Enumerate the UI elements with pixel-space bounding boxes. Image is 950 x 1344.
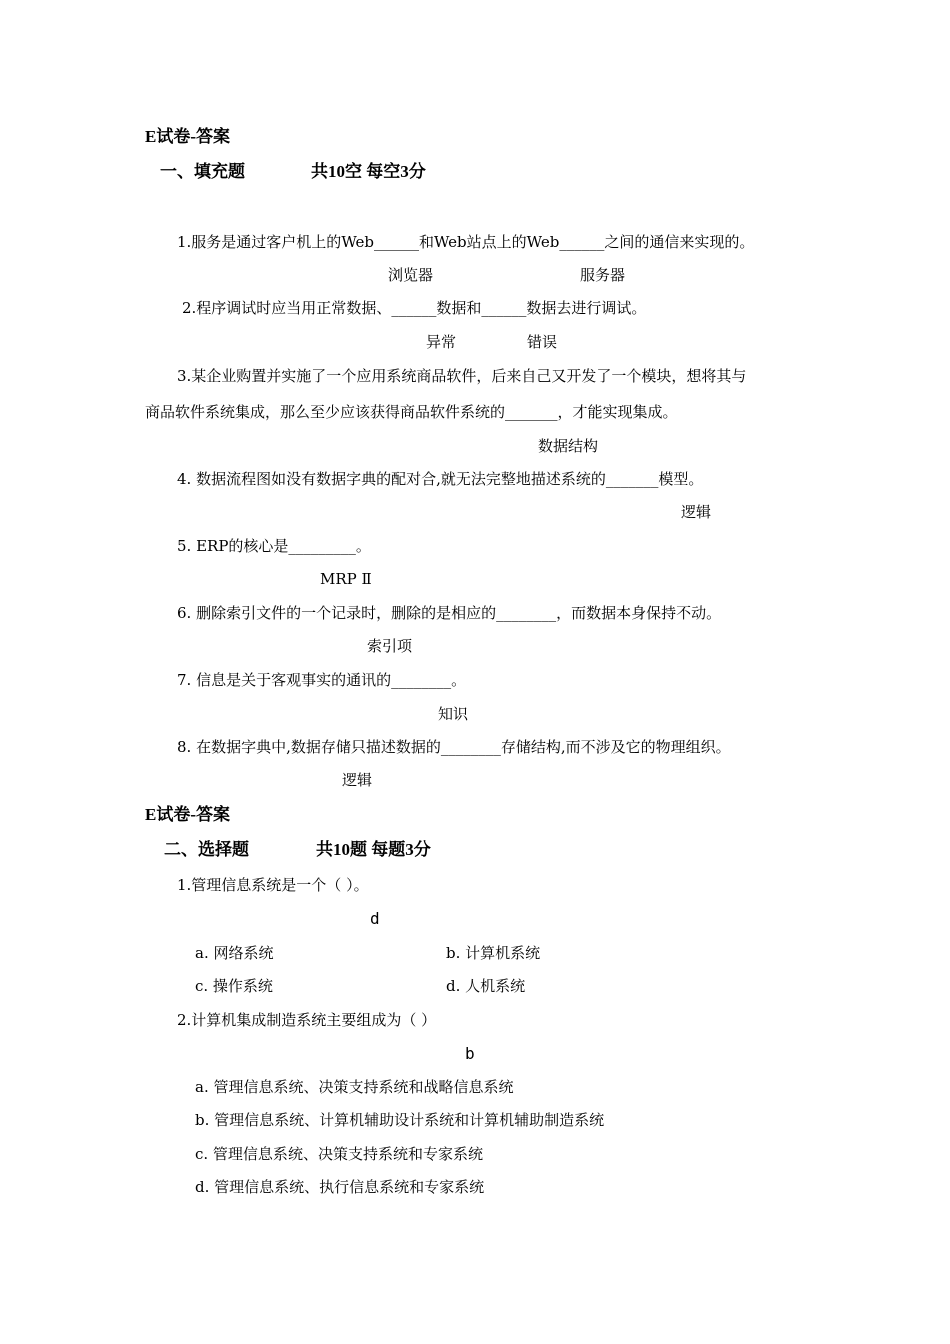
choice-question-2-option-c: c. 管理信息系统、决策支持系统和专家系统 <box>195 1145 483 1163</box>
question-3-text-line1: 3.某企业购置并实施了一个应用系统商品软件，后来自己又开发了一个模块，想将其与 <box>177 367 747 385</box>
question-3-answer: 数据结构 <box>538 437 599 455</box>
choice-question-1-answer: d <box>370 909 380 928</box>
question-8-answer: 逻辑 <box>342 771 373 789</box>
question-6-answer: 索引项 <box>367 637 413 655</box>
question-5-text: 5. ERP的核心是_________。 <box>177 537 371 555</box>
question-1-answer-1: 浏览器 <box>388 266 434 284</box>
choice-question-2-option-d: d. 管理信息系统、执行信息系统和专家系统 <box>195 1178 485 1196</box>
choice-question-1-option-b: b. 计算机系统 <box>446 944 541 962</box>
choice-question-2-text: 2.计算机集成制造系统主要组成为（ ） <box>177 1011 437 1029</box>
question-6-text: 6. 删除索引文件的一个记录时，删除的是相应的________，而数据本身保持不动。 <box>177 604 722 622</box>
document-title-2: E试卷-答案 <box>145 805 230 824</box>
section-meta-fill-in: 共10空 每空3分 <box>311 162 426 181</box>
choice-question-1-text: 1.管理信息系统是一个（ ）。 <box>177 876 369 894</box>
choice-question-1-option-c: c. 操作系统 <box>195 977 273 995</box>
question-2-text: 2.程序调试时应当用正常数据、______数据和______数据去进行调试。 <box>182 299 647 317</box>
question-2-answer-1: 异常 <box>426 333 457 351</box>
choice-question-1-option-a: a. 网络系统 <box>195 944 274 962</box>
question-4-answer: 逻辑 <box>681 503 712 521</box>
question-3-text-line2: 商品软件系统集成，那么至少应该获得商品软件系统的_______，才能实现集成。 <box>145 403 678 421</box>
section-heading-choice: 二、选择题 <box>164 840 249 859</box>
document-title: E试卷-答案 <box>145 127 230 146</box>
question-1-answer-2: 服务器 <box>580 266 626 284</box>
section-meta-choice: 共10题 每题3分 <box>316 840 431 859</box>
section-heading-fill-in: 一、填充题 <box>160 162 245 181</box>
question-1-text: 1.服务是通过客户机上的Web______和Web站点上的Web______之间的通信来实现的。 <box>177 233 755 251</box>
question-7-answer: 知识 <box>438 705 469 723</box>
question-4-text: 4. 数据流程图如没有数据字典的配对合,就无法完整地描述系统的_______模型。 <box>177 470 704 488</box>
question-2-answer-2: 错误 <box>527 333 558 351</box>
choice-question-2-answer: b <box>465 1044 475 1063</box>
question-8-text: 8. 在数据字典中,数据存储只描述数据的________存储结构,而不涉及它的物理组织。 <box>177 738 731 756</box>
choice-question-2-option-b: b. 管理信息系统、计算机辅助设计系统和计算机辅助制造系统 <box>195 1111 605 1129</box>
choice-question-2-option-a: a. 管理信息系统、决策支持系统和战略信息系统 <box>195 1078 514 1096</box>
choice-question-1-option-d: d. 人机系统 <box>446 977 526 995</box>
question-7-text: 7. 信息是关于客观事实的通讯的________。 <box>177 671 467 689</box>
question-5-answer: MRP Ⅱ <box>320 570 372 588</box>
